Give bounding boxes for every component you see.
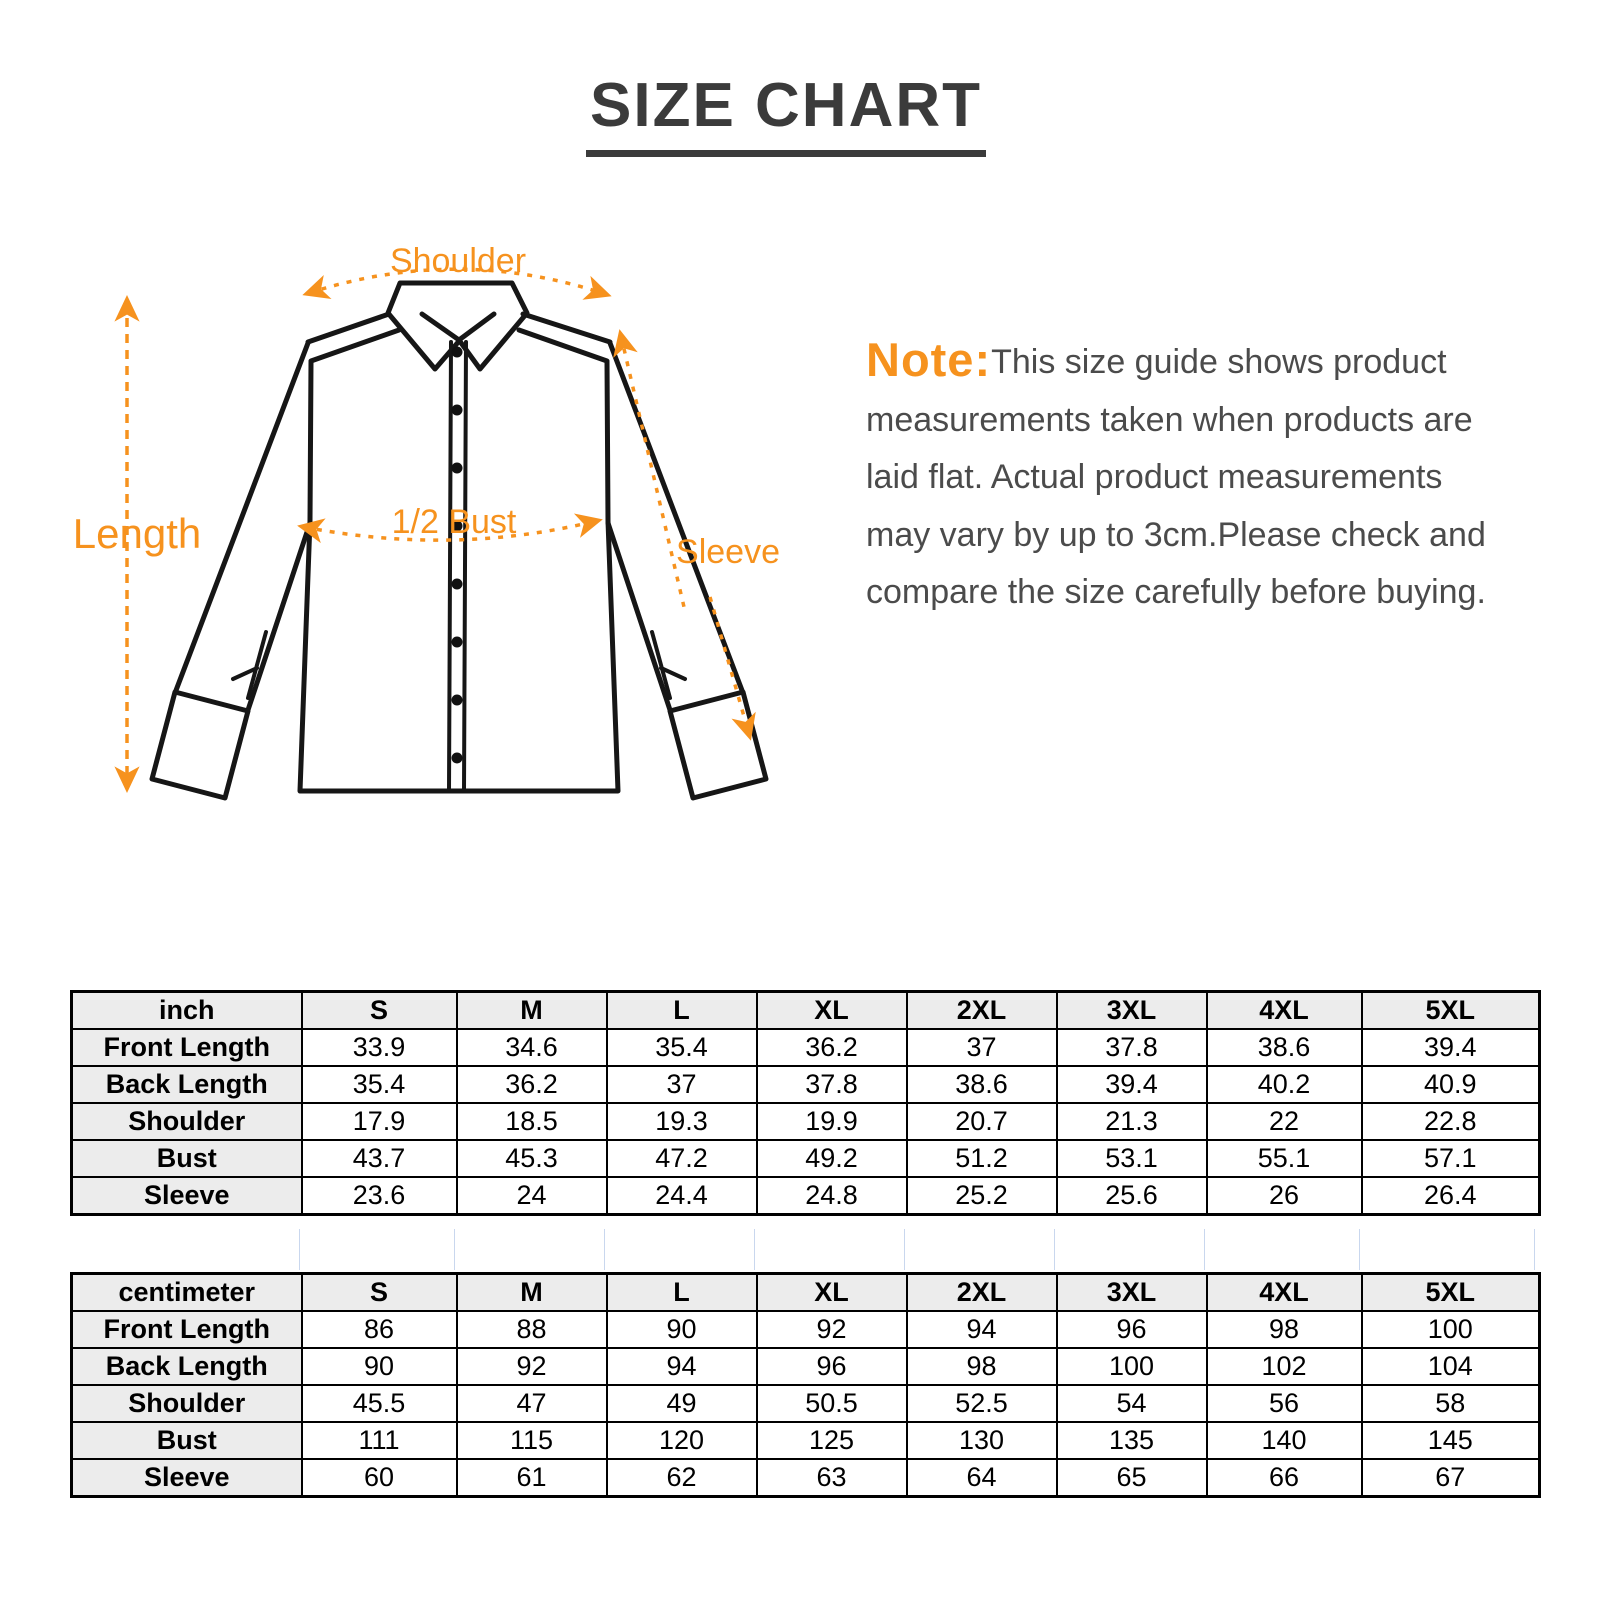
measurement-row — [72, 1385, 1540, 1422]
size-column-header: S — [302, 992, 457, 1030]
size-column-header: L — [607, 1274, 757, 1312]
size-table-inch — [70, 990, 1541, 1216]
measurement-value-cell: 22 — [1207, 1103, 1362, 1140]
size-column-header: XL — [757, 992, 907, 1030]
size-column-header: S — [302, 1274, 457, 1312]
length-label: Length — [72, 510, 202, 557]
measurement-value-cell: 100 — [1362, 1311, 1540, 1348]
measurement-value-cell: 47 — [457, 1385, 607, 1422]
measurement-value-cell: 60 — [302, 1459, 457, 1497]
measurement-value-cell: 96 — [1057, 1311, 1207, 1348]
measurement-value-cell: 43.7 — [302, 1140, 457, 1177]
shirt-body — [300, 362, 618, 791]
gridline-cell — [905, 1229, 1055, 1270]
measurement-value-cell: 100 — [1057, 1348, 1207, 1385]
measurement-label-cell: Sleeve — [72, 1177, 302, 1215]
size-column-header: 5XL — [1362, 992, 1540, 1030]
note-line: may vary by up to 3cm.Please check and — [866, 515, 1486, 554]
measurement-value-cell: 37.8 — [757, 1066, 907, 1103]
gridline-cell — [1205, 1229, 1360, 1270]
measurement-value-cell: 102 — [1207, 1348, 1362, 1385]
measurement-row — [72, 1459, 1540, 1497]
measurement-value-cell: 23.6 — [302, 1177, 457, 1215]
measurement-row — [72, 1066, 1540, 1103]
measurement-value-cell: 104 — [1362, 1348, 1540, 1385]
measurement-value-cell: 25.6 — [1057, 1177, 1207, 1215]
measurement-value-cell: 63 — [757, 1459, 907, 1497]
measurement-label-cell: Back Length — [72, 1348, 302, 1385]
measurement-value-cell: 22.8 — [1362, 1103, 1540, 1140]
measurement-value-cell: 37 — [907, 1029, 1057, 1066]
measurement-value-cell: 120 — [607, 1422, 757, 1459]
measurement-value-cell: 58 — [1362, 1385, 1540, 1422]
measurement-label-cell: Bust — [72, 1422, 302, 1459]
note-line — [866, 331, 1546, 392]
note-line: laid flat. Actual product measurements — [866, 458, 1443, 496]
unit-label-cell: inch — [72, 992, 302, 1030]
page-title: SIZE CHART — [586, 70, 986, 157]
gridline-cell — [455, 1229, 605, 1270]
shirt-right-cuff — [670, 692, 766, 798]
measurement-label-cell: Front Length — [72, 1311, 302, 1348]
spreadsheet-gridlines — [73, 1229, 1535, 1270]
sleeve-label: Sleeve — [676, 533, 780, 571]
measurement-label-cell: Shoulder — [72, 1103, 302, 1140]
measurement-label-cell: Shoulder — [72, 1385, 302, 1422]
measurement-value-cell: 24.8 — [757, 1177, 907, 1215]
measurement-value-cell: 39.4 — [1057, 1066, 1207, 1103]
measurement-value-cell: 19.3 — [607, 1103, 757, 1140]
measurement-value-cell: 62 — [607, 1459, 757, 1497]
gridline-cell — [1055, 1229, 1205, 1270]
measurement-value-cell: 115 — [457, 1422, 607, 1459]
shirt-left-cuff — [152, 692, 248, 798]
size-column-header: 5XL — [1362, 1274, 1540, 1312]
measurement-value-cell: 135 — [1057, 1422, 1207, 1459]
measurement-value-cell: 18.5 — [457, 1103, 607, 1140]
measurement-row — [72, 1422, 1540, 1459]
measurement-label-cell: Back Length — [72, 1066, 302, 1103]
measurement-value-cell: 53.1 — [1057, 1140, 1207, 1177]
measurement-value-cell: 92 — [757, 1311, 907, 1348]
measurement-value-cell: 94 — [907, 1311, 1057, 1348]
shoulder-label: Shoulder — [389, 242, 527, 280]
measurement-value-cell: 35.4 — [302, 1066, 457, 1103]
measurement-value-cell: 20.7 — [907, 1103, 1057, 1140]
size-column-header: L — [607, 992, 757, 1030]
measurement-value-cell: 90 — [607, 1311, 757, 1348]
measurement-value-cell: 40.2 — [1207, 1066, 1362, 1103]
measurement-value-cell: 57.1 — [1362, 1140, 1540, 1177]
measurement-row — [72, 1029, 1540, 1066]
measurement-value-cell: 26 — [1207, 1177, 1362, 1215]
measurement-value-cell: 66 — [1207, 1459, 1362, 1497]
measurement-label-cell: Bust — [72, 1140, 302, 1177]
measurement-value-cell: 61 — [457, 1459, 607, 1497]
measurement-value-cell: 88 — [457, 1311, 607, 1348]
measurement-row — [72, 1177, 1540, 1215]
measurement-value-cell: 90 — [302, 1348, 457, 1385]
measurement-value-cell: 37 — [607, 1066, 757, 1103]
size-table-centimeter — [70, 1272, 1541, 1498]
measurement-value-cell: 67 — [1362, 1459, 1540, 1497]
measurement-value-cell: 33.9 — [302, 1029, 457, 1066]
measurement-value-cell: 35.4 — [607, 1029, 757, 1066]
measurement-value-cell: 125 — [757, 1422, 907, 1459]
measurement-row — [72, 1311, 1540, 1348]
measurement-value-cell: 56 — [1207, 1385, 1362, 1422]
measurement-value-cell: 17.9 — [302, 1103, 457, 1140]
measurement-value-cell: 39.4 — [1362, 1029, 1540, 1066]
header — [0, 70, 1572, 157]
measurement-value-cell: 51.2 — [907, 1140, 1057, 1177]
size-column-header: 3XL — [1057, 1274, 1207, 1312]
measurement-value-cell: 38.6 — [907, 1066, 1057, 1103]
measurement-value-cell: 52.5 — [907, 1385, 1057, 1422]
size-column-header: M — [457, 1274, 607, 1312]
note-paragraph — [866, 331, 1546, 622]
measurement-value-cell: 40.9 — [1362, 1066, 1540, 1103]
measurement-value-cell: 55.1 — [1207, 1140, 1362, 1177]
measurement-value-cell: 47.2 — [607, 1140, 757, 1177]
measurement-value-cell: 94 — [607, 1348, 757, 1385]
gridline-cell — [755, 1229, 905, 1270]
measurement-value-cell: 37.8 — [1057, 1029, 1207, 1066]
measurement-value-cell: 25.2 — [907, 1177, 1057, 1215]
measurement-value-cell: 92 — [457, 1348, 607, 1385]
measurement-value-cell: 26.4 — [1362, 1177, 1540, 1215]
shirt-buttons — [452, 347, 463, 764]
gridline-cell — [1360, 1229, 1535, 1270]
gridline-cell — [300, 1229, 455, 1270]
measurement-row — [72, 1348, 1540, 1385]
unit-label-cell: centimeter — [72, 1274, 302, 1312]
measurement-value-cell: 50.5 — [757, 1385, 907, 1422]
measurement-value-cell: 86 — [302, 1311, 457, 1348]
measurement-value-cell: 36.2 — [757, 1029, 907, 1066]
measurement-value-cell: 65 — [1057, 1459, 1207, 1497]
bust-label: 1/2 Bust — [391, 503, 517, 541]
measurement-value-cell: 49 — [607, 1385, 757, 1422]
note-text: This size guide shows product — [991, 343, 1447, 381]
measurement-value-cell: 64 — [907, 1459, 1057, 1497]
measurement-value-cell: 98 — [907, 1348, 1057, 1385]
measurement-value-cell: 36.2 — [457, 1066, 607, 1103]
size-header-row — [72, 1274, 1540, 1312]
measurement-value-cell: 130 — [907, 1422, 1057, 1459]
measurement-value-cell: 24.4 — [607, 1177, 757, 1215]
measurement-value-cell: 140 — [1207, 1422, 1362, 1459]
measurement-value-cell: 111 — [302, 1422, 457, 1459]
note-line: compare the size carefully before buying. — [866, 573, 1486, 611]
size-column-header: 3XL — [1057, 992, 1207, 1030]
shirt-right-sleeve — [608, 343, 743, 710]
gridline-cell — [605, 1229, 755, 1270]
measurement-value-cell: 54 — [1057, 1385, 1207, 1422]
measurement-value-cell: 38.6 — [1207, 1029, 1362, 1066]
measurement-value-cell: 34.6 — [457, 1029, 607, 1066]
measurement-value-cell: 21.3 — [1057, 1103, 1207, 1140]
size-column-header: 2XL — [907, 992, 1057, 1030]
note-line: measurements taken when products are — [866, 400, 1473, 439]
measurement-value-cell: 45.3 — [457, 1140, 607, 1177]
gridline-cell — [73, 1229, 300, 1270]
measurement-value-cell: 96 — [757, 1348, 907, 1385]
size-column-header: 4XL — [1207, 1274, 1362, 1312]
size-column-header: XL — [757, 1274, 907, 1312]
measurement-label-cell: Front Length — [72, 1029, 302, 1066]
measurement-value-cell: 49.2 — [757, 1140, 907, 1177]
size-column-header: 4XL — [1207, 992, 1362, 1030]
measurement-value-cell: 24 — [457, 1177, 607, 1215]
size-column-header: M — [457, 992, 607, 1030]
shirt-diagram — [60, 230, 820, 830]
measurement-row — [72, 1140, 1540, 1177]
measurement-value-cell: 45.5 — [302, 1385, 457, 1422]
size-column-header: 2XL — [907, 1274, 1057, 1312]
measurement-value-cell: 145 — [1362, 1422, 1540, 1459]
measurement-value-cell: 98 — [1207, 1311, 1362, 1348]
size-header-row — [72, 992, 1540, 1030]
measurement-label-cell: Sleeve — [72, 1459, 302, 1497]
note-heading: Note: — [866, 333, 992, 386]
sleeve-arrow-upper — [621, 336, 684, 607]
measurement-value-cell: 19.9 — [757, 1103, 907, 1140]
measurement-row — [72, 1103, 1540, 1140]
